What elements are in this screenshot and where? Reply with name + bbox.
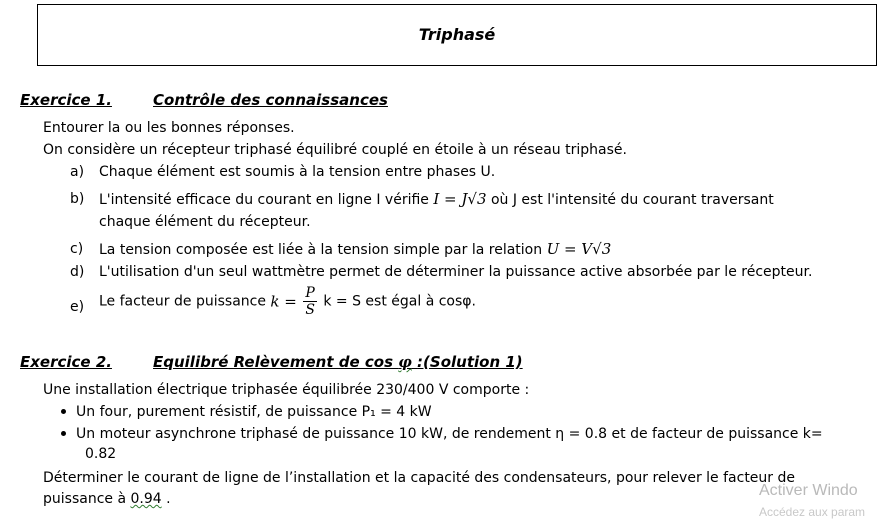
item-d-letter: d) <box>70 264 85 280</box>
item-e-letter: e) <box>70 299 85 315</box>
item-b-letter: b) <box>70 191 85 207</box>
exercise-1-context: On considère un récepteur triphasé équilibré couplé en étoile à un réseau triphasé. <box>43 142 627 158</box>
activation-watermark: Activer Windo <box>759 482 858 499</box>
bullet-icon <box>61 409 66 414</box>
bullet-1-text: Un four, purement résistif, de puissance P₁ = 4 kW <box>76 404 432 420</box>
item-c-letter: c) <box>70 241 84 257</box>
item-e-fraction <box>303 285 317 318</box>
bullet-2-text: Un moteur asynchrone triphasé de puissance 10 kW, de rendement η = 0.8 et de facteur de puissance k= <box>76 426 823 442</box>
item-b-text: L'intensité efficace du courant en ligne I vérifie <box>99 192 429 208</box>
item-b-line <box>99 190 774 209</box>
exercise-1-label: Exercice 1. <box>20 91 112 109</box>
item-e-formula-lhs: k = <box>270 292 297 311</box>
item-c-text: La tension composée est liée à la tension simple par la relation <box>99 242 543 258</box>
item-a-text: Chaque élément est soumis à la tension entre phases U. <box>99 164 496 180</box>
question-text: puissance à <box>43 491 131 507</box>
title-box <box>37 4 877 66</box>
question-period: . <box>161 491 171 507</box>
exercise-2-label: Exercice 2. <box>20 353 112 371</box>
item-c-formula: U = V√3 <box>546 240 612 258</box>
exercise-1-instruction: Entourer la ou les bonnes réponses. <box>43 120 295 136</box>
fraction-numerator: P <box>303 285 317 302</box>
exercise-2-heading <box>153 353 523 371</box>
power-factor-target: 0.94 <box>130 491 162 507</box>
document-title: Triphasé <box>418 25 496 44</box>
item-e-text: Le facteur de puissance <box>99 293 266 310</box>
exercise-2-heading-text: Equilibré Relèvement de cos <box>153 353 393 371</box>
item-a-letter: a) <box>70 164 85 180</box>
item-c-line <box>99 240 611 259</box>
item-b-text-after: où J est l'intensité du courant traversant <box>490 192 774 208</box>
activation-watermark-subtext: Accédez aux param <box>759 505 866 519</box>
item-d-text: L'utilisation d'un seul wattmètre permet de déterminer la puissance active absorbée par le récepteur. <box>99 264 813 280</box>
exercise-1-heading: Contrôle des connaissances <box>153 91 388 109</box>
exercise-2-phi: φ <box>398 353 412 371</box>
item-b-formula: I = J√3 <box>433 190 487 208</box>
exercise-2-intro: Une installation électrique triphasée équilibrée 230/400 V comporte : <box>43 382 530 398</box>
bullet-icon <box>61 431 66 436</box>
exercise-2-question-end <box>43 490 171 508</box>
item-e-line <box>99 285 476 318</box>
fraction-denominator: S <box>305 302 315 318</box>
item-e-text-after: k = S est égal à cosφ. <box>323 293 476 310</box>
exercise-2-heading-suffix: :(Solution 1) <box>417 353 523 371</box>
exercise-2-question: Déterminer le courant de ligne de l’installation et la capacité des condensateurs, pour relever le facteur de <box>43 470 796 486</box>
item-b-continuation: chaque élément du récepteur. <box>99 214 311 230</box>
bullet-2-continuation: 0.82 <box>85 446 117 462</box>
